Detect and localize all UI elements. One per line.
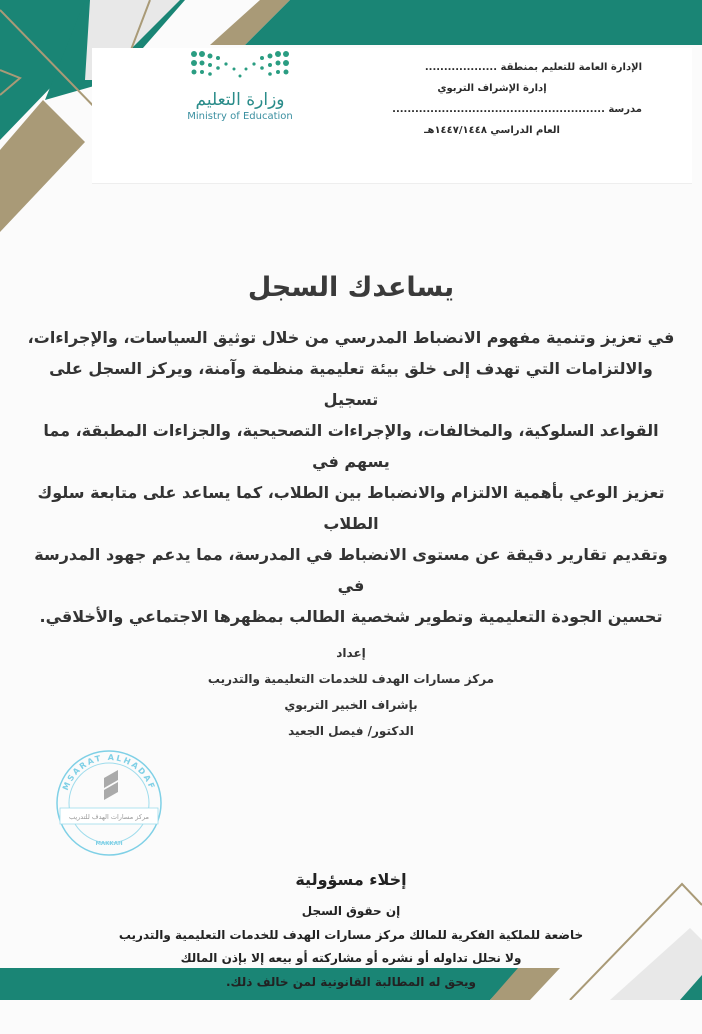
stamp-middle-text: مركز مسارات الهدف للتدريب (68, 813, 150, 821)
supervision-line: إدارة الإشراف التربوي (437, 83, 547, 94)
center-stamp (54, 748, 164, 858)
credits (20, 640, 682, 744)
academic-year-line: العام الدراسي ١٤٤٧/١٤٤٨هـ (424, 125, 560, 136)
disclaimer (20, 868, 682, 1034)
disclaimer-line: ولا نحلل تداوله أو نشره أو مشاركته أو بيعه إلا بإذن المالك (180, 951, 522, 965)
center-name: مركز مسارات الهدف للخدمات التعليمية والتدريب (207, 672, 495, 686)
page-title: يساعدك السجل (247, 272, 455, 303)
paragraph-line: وتقديم تقارير دقيقة عن مستوى الانضباط في المدرسة، مما يدعم جهود المدرسة في (34, 545, 668, 595)
svg-text:MSARAT ALHADAF (61, 753, 157, 792)
disclaimer-heading: إخلاء مسؤولية (295, 870, 407, 889)
paragraph-line: القواعد السلوكية، والمخالفات، والإجراءات التصحيحية، والجزاءات المطبقة، مما يسهم في (43, 421, 659, 471)
paragraph-line: تعزيز الوعي بأهمية الالتزام والانضباط بين الطلاب، كما يساعد على متابعة سلوك الطلاب (37, 483, 665, 533)
disclaimer-line: إن حقوق السجل (301, 904, 401, 918)
author-name: الدكتور/ فيصل الجعيد (288, 724, 414, 738)
logo-english-text: Ministry of Education (187, 111, 293, 122)
paragraph-line: تحسين الجودة التعليمية وتطوير شخصية الطالب بمظهرها الاجتماعي والأخلاقي. (39, 607, 663, 626)
region-line: الإدارة العامة للتعليم بمنطقة ................... (424, 62, 642, 73)
stamp-bottom-text: MAKKAH (95, 841, 123, 847)
main-content (20, 0, 682, 1034)
description-paragraph (20, 322, 682, 632)
paragraph-line: والالتزامات التي تهدف إلى خلق بيئة تعليمية منظمة وآمنة، ويركز السجل على تسجيل (49, 359, 653, 409)
prepared-by-label: إعداد (336, 646, 366, 660)
supervision-label: بإشراف الخبير التربوي (284, 698, 418, 712)
school-line: مدرسة ........................................................ (392, 104, 642, 115)
disclaimer-line: خاضعة للملكية الفكرية للمالك مركز مسارات الهدف للخدمات التعليمية والتدريب (118, 927, 584, 942)
paragraph-line: في تعزيز وتنمية مفهوم الانضباط المدرسي من خلال توثيق السياسات، والإجراءات، (27, 328, 675, 347)
stamp-top-text: MSARAT ALHADAF (61, 752, 157, 792)
disclaimer-line: ويحق له المطالبة القانونية لمن خالف ذلك. (226, 974, 476, 989)
stamp-row (20, 748, 682, 864)
logo-arabic-text: وزارة التعليم (195, 90, 285, 110)
